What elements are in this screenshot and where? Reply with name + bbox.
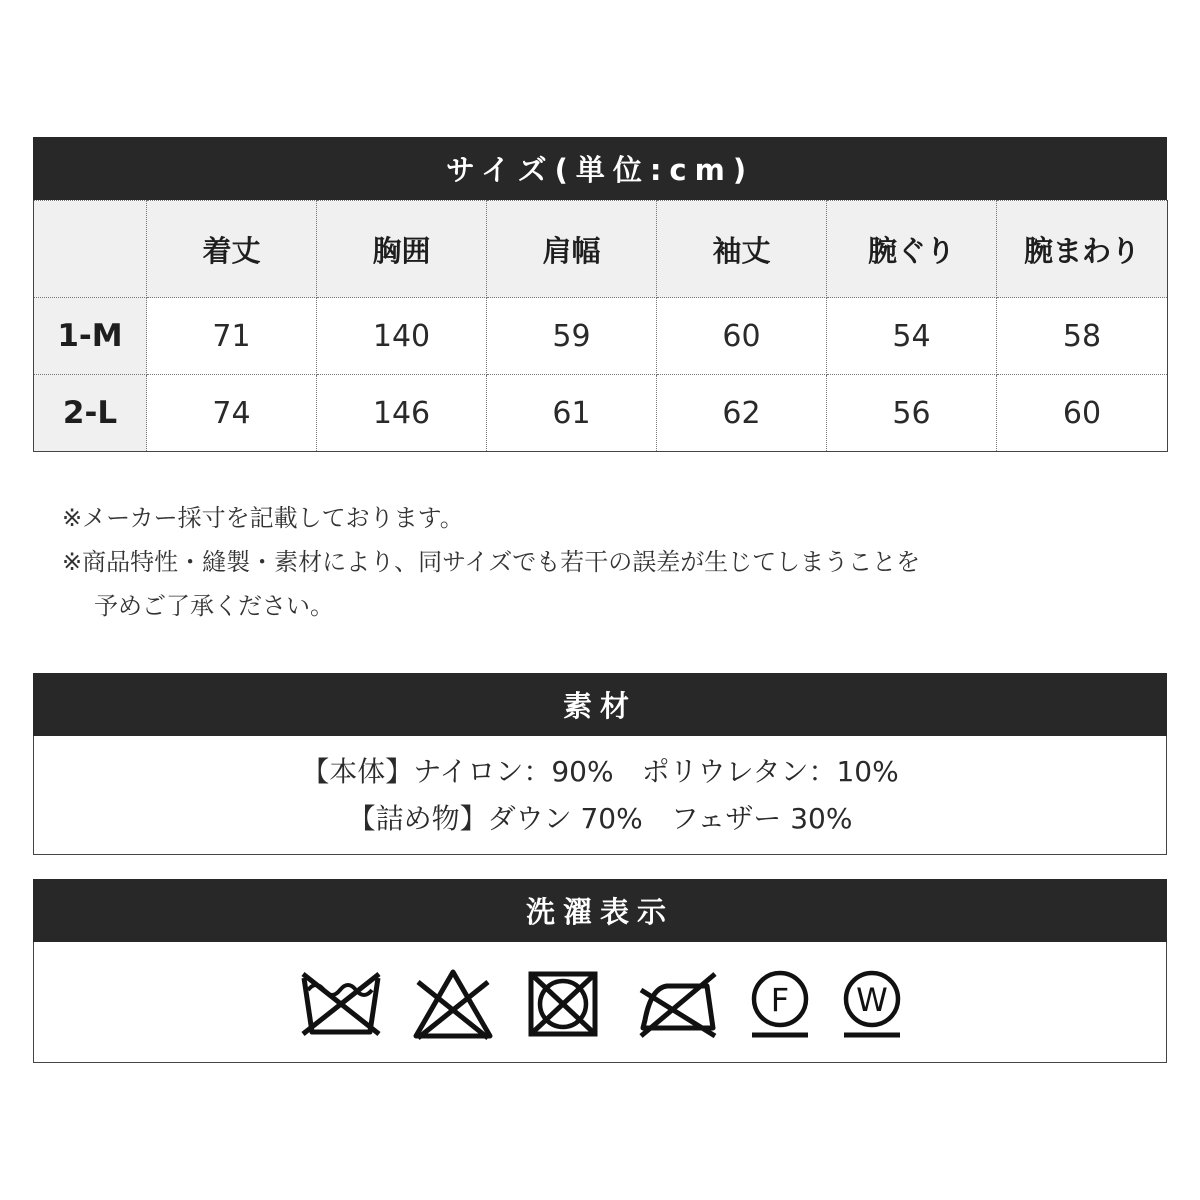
table-cell: 54 — [827, 298, 997, 375]
table-cell: 71 — [147, 298, 317, 375]
column-header-armhole: 腕ぐり — [827, 201, 997, 298]
row-header-size: 2-L — [34, 375, 147, 452]
table-cell: 62 — [657, 375, 827, 452]
column-header-chest: 胸囲 — [317, 201, 487, 298]
no-iron-icon — [637, 970, 719, 1038]
dry-clean-letter: F — [770, 981, 790, 1019]
material-line-body: 【本体】ナイロン：90% ポリウレタン：10% — [301, 755, 899, 788]
table-cell: 74 — [147, 375, 317, 452]
measurement-notes — [62, 496, 920, 628]
laundry-symbols — [33, 942, 1167, 1063]
note-line: 予めご了承ください。 — [94, 592, 334, 620]
note-line: ※メーカー採寸を記載しております。 — [62, 504, 464, 532]
table-corner-cell — [34, 201, 147, 298]
dry-clean-f-icon — [749, 968, 811, 1040]
table-row — [34, 375, 1168, 452]
column-header-arm-circumference: 腕まわり — [997, 201, 1168, 298]
table-cell: 140 — [317, 298, 487, 375]
table-cell: 58 — [997, 298, 1168, 375]
note-line: ※商品特性・縫製・素材により、同サイズでも若干の誤差が生じてしまうことを — [62, 548, 921, 576]
laundry-section-title: 洗濯表示 — [33, 879, 1167, 942]
table-header-row — [34, 201, 1168, 298]
table-cell: 146 — [317, 375, 487, 452]
column-header-shoulder: 肩幅 — [487, 201, 657, 298]
column-header-length: 着丈 — [147, 201, 317, 298]
material-line-filling: 【詰め物】ダウン 70% フェザー 30% — [347, 802, 853, 835]
no-bleach-icon — [412, 968, 494, 1040]
size-section-title: サイズ(単位:cm) — [33, 137, 1167, 200]
material-content — [33, 736, 1167, 855]
material-section-title: 素材 — [33, 673, 1167, 736]
wet-clean-letter: W — [856, 981, 888, 1019]
table-cell: 56 — [827, 375, 997, 452]
table-cell: 60 — [997, 375, 1168, 452]
wet-clean-w-icon — [840, 968, 904, 1040]
column-header-sleeve: 袖丈 — [657, 201, 827, 298]
table-cell: 60 — [657, 298, 827, 375]
table-cell: 59 — [487, 298, 657, 375]
row-header-size: 1-M — [34, 298, 147, 375]
size-table — [33, 200, 1168, 452]
table-row — [34, 298, 1168, 375]
no-washing-icon — [300, 970, 382, 1038]
no-tumble-dry-icon — [526, 970, 600, 1038]
table-cell: 61 — [487, 375, 657, 452]
